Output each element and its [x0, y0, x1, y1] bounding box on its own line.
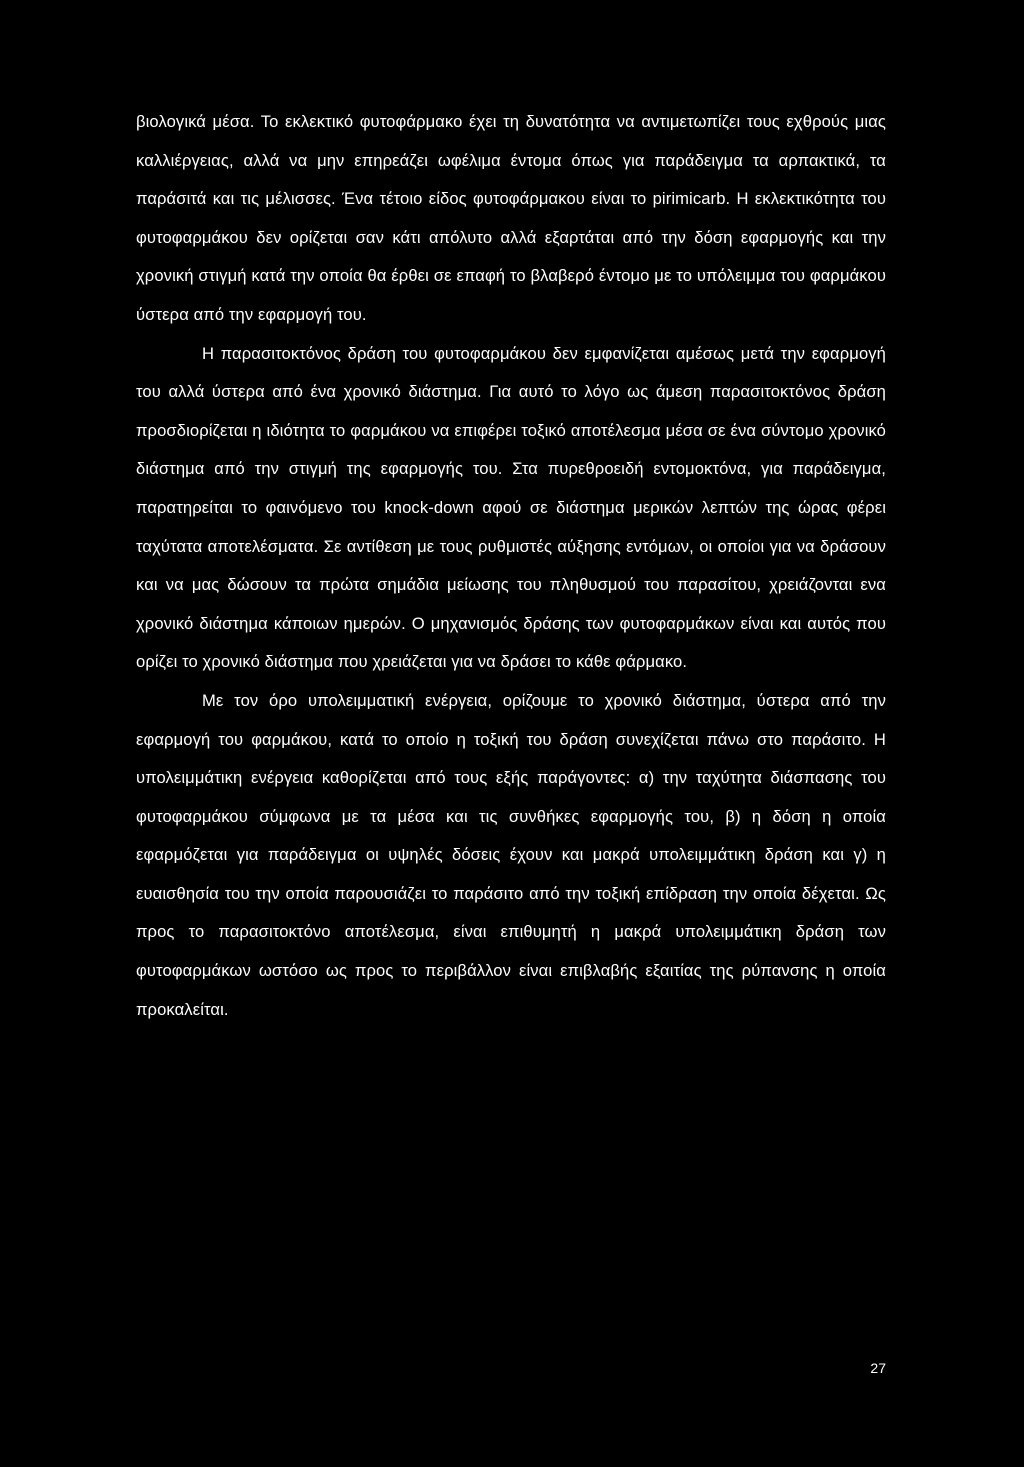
paragraph-1: βιολογικά μέσα. Το εκλεκτικό φυτοφάρμακο έχει τη δυνατότητα να αντιμετωπίζει τους εχθρούς μιας καλλιέργειας, αλλά να μην επηρεάζει ωφέλιμα έντομα όπως για παράδειγμα τα αρπακτικά, τα παράσιτά και τις μέλισσες. Ένα τέτοιο είδος φυτοφάρμακου είναι το pirimicarb. Η εκλεκτικότητα του φυτοφαρμάκου δεν ορίζεται σαν κάτι απόλυτο αλλά εξαρτάται από την δόση εφαρμογής και την χρονική στιγμή κατά την οποία θα έρθει σε επαφή το βλαβερό έντομο με το υπόλειμμα του φαρμάκου ύστερα από την εφαρμογή του. [136, 112, 886, 324]
paragraph-3: Με τον όρο υπολειμματική ενέργεια, ορίζουμε το χρονικό διάστημα, ύστερα από την εφαρμογή του φαρμάκου, κατά το οποίο η τοξική του δράση συνεχίζεται πάνω στο παράσιτο. Η υπολειμμάτικη ενέργεια καθορίζεται από τους εξής παράγοντες: α) την ταχύτητα διάσπασης του φυτοφαρμάκου σύμφωνα με τα μέσα και τις συνθήκες εφαρμογής του, β) η δόση η οποία εφαρμόζεται για παράδειγμα οι υψηλές δόσεις έχουν και μακρά υπολειμμάτικη δράση και γ) η ευαισθησία του την οποία παρουσιάζει το παράσιτο από την τοξική επίδραση την οποία δέχεται. Ως προς το παρασιτοκτόνο αποτέλεσμα, είναι επιθυμητή η μακρά υπολειμμάτικη δράση των φυτοφαρμάκων ωστόσο ως προς το περιβάλλον είναι επιβλαβής εξαιτίας της ρύπανσης η οποία προκαλείται. [136, 690, 886, 1019]
document-page [136, 103, 886, 1423]
paragraph-2: Η παρασιτοκτόνος δράση του φυτοφαρμάκου δεν εμφανίζεται αμέσως μετά την εφαρμογή του αλλά ύστερα από ένα χρονικό διάστημα. Για αυτό το λόγο ως άμεση παρασιτοκτόνος δράση προσδιορίζεται η ιδιότητα το φαρμάκου να επιφέρει τοξικό αποτέλεσμα μέσα σε ένα σύντομο χρονικό διάστημα από την στιγμή της εφαρμογής του. Στα πυρεθροειδή εντομοκτόνα, για παράδειγμα, παρατηρείται το φαινόμενο του knock-down αφού σε διάστημα μερικών λεπτών της ώρας φέρει ταχύτατα αποτελέσματα. Σε αντίθεση με τους ρυθμιστές αύξησης εντόμων, οι οποίοι για να δράσουν και να μας δώσουν τα πρώτα σημάδια μείωσης του πληθυσμού του παρασίτου, χρειάζονται ενα χρονικό διάστημα κάποιων ημερών. Ο μηχανισμός δράσης των φυτοφαρμάκων είναι και αυτός που ορίζει το χρονικό διάστημα που χρειάζεται για να δράσει το κάθε φάρμακο. [136, 343, 886, 672]
page-number: 27 [870, 1360, 886, 1376]
